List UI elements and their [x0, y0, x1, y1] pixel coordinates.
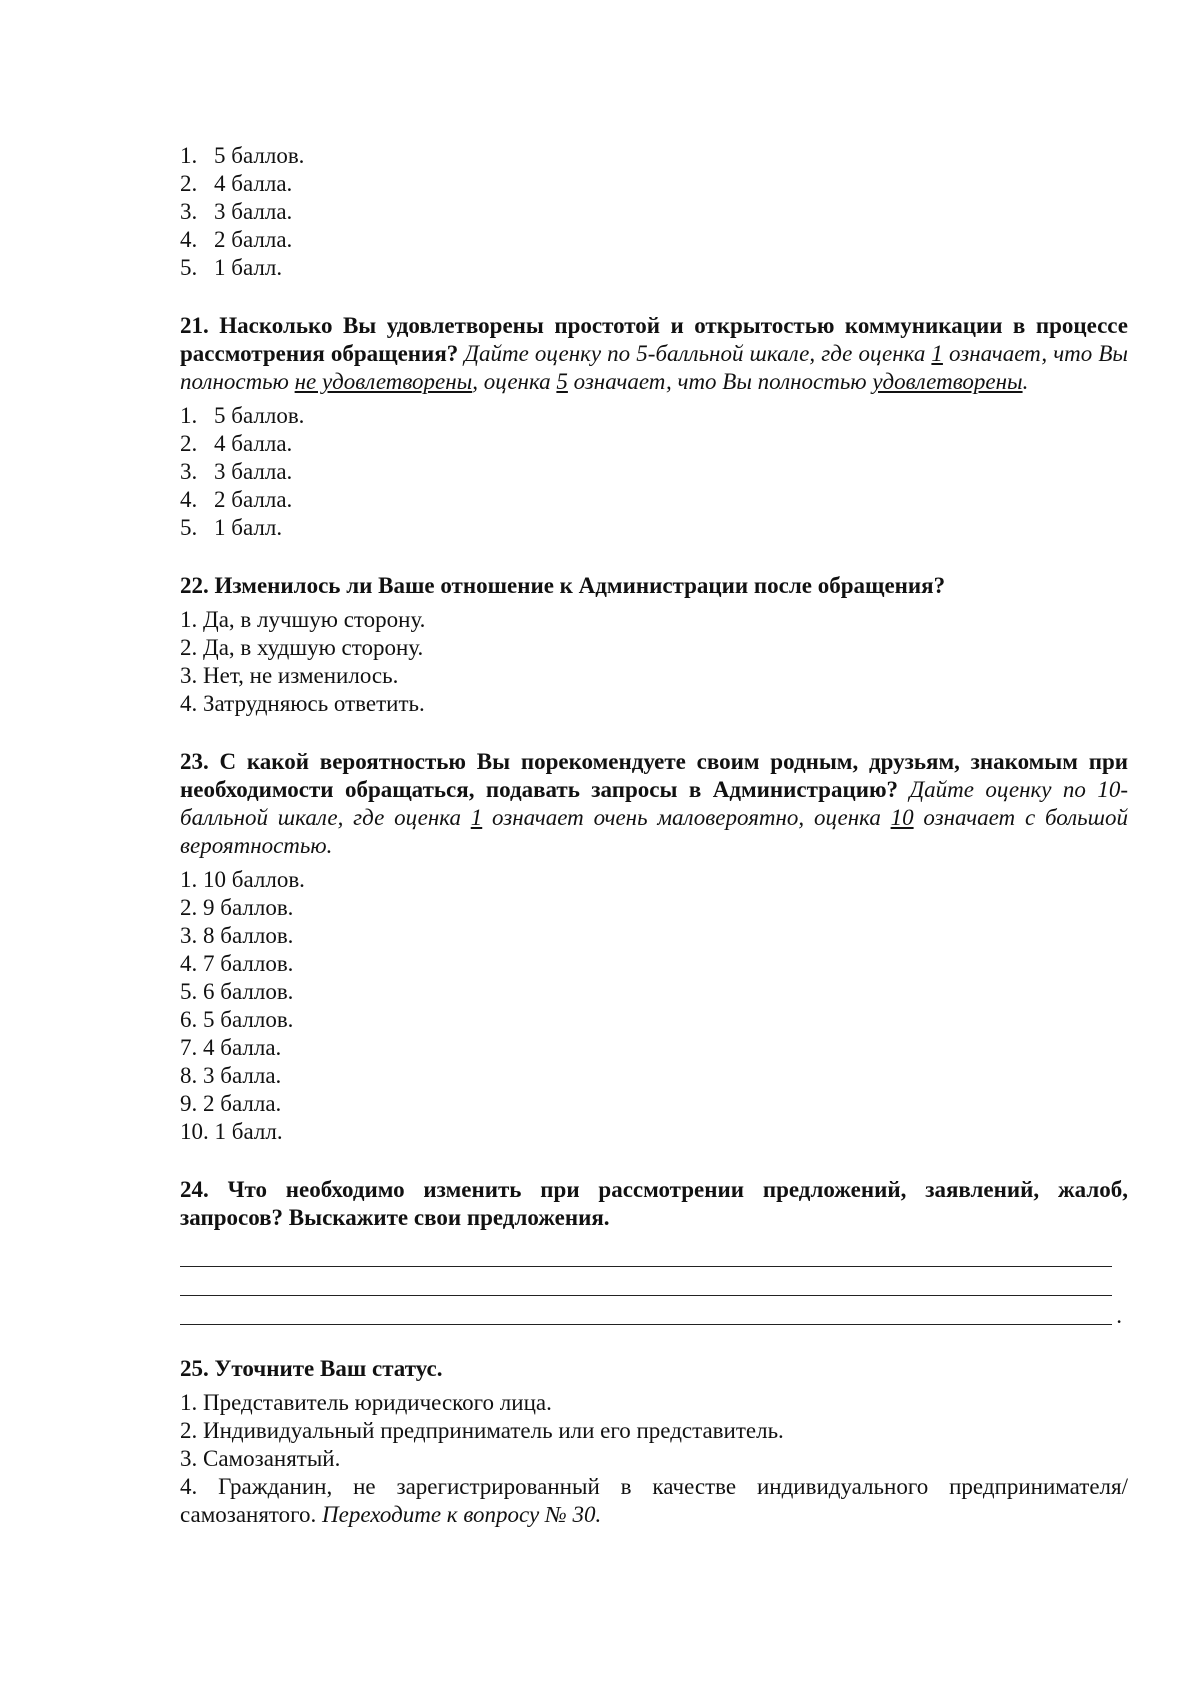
- answer-line[interactable]: [180, 1267, 1112, 1296]
- q25-options: [180, 1389, 1128, 1473]
- q20-options: [180, 142, 1128, 282]
- q23-options: [180, 866, 1128, 1146]
- list-item: 1. 5 баллов.: [180, 143, 305, 168]
- list-item: 3. 3 балла.: [180, 199, 293, 224]
- question-21: 21. Насколько Вы удовлетворены простотой и открытостью коммуникации в процессе рассмотрения обращения? Дайте оценку по 5-балльной шкале, где оценка 1 означает, что Вы полностью не удовлетворены, оценка 5 означает, что Вы полностью удовлетворены.: [180, 313, 1129, 394]
- list-item: 2. 4 балла.: [180, 431, 293, 456]
- question-25: 25. Уточните Ваш статус.: [180, 1356, 443, 1381]
- list-item: 3. Самозанятый.: [180, 1446, 341, 1471]
- list-item: 1. Да, в лучшую сторону.: [180, 607, 426, 632]
- question-23: 23. С какой вероятностью Вы порекомендуете своим родным, друзьям, знакомым при необходимости обращаться, подавать запросы в Администрацию? Дайте оценку по 10-балльной шкале, где оценка 1 означает очень маловероятно, оценка 10 означает с большой вероятностью.: [180, 749, 1128, 858]
- list-item: 4. 2 балла.: [180, 487, 293, 512]
- q25-option-4-hint: Переходите к вопросу № 30.: [322, 1502, 602, 1527]
- list-item: 5. 1 балл.: [180, 515, 283, 540]
- list-item: 2. 9 баллов.: [180, 895, 294, 920]
- list-item: 4. Затрудняюсь ответить.: [180, 691, 425, 716]
- answer-line[interactable]: [180, 1238, 1112, 1267]
- question-21-hint: Дайте оценку по 5-балльной шкале, где оценка 1 означает, что Вы полностью не удовлетворены, оценка 5 означает, что Вы полностью удовлетворены.: [180, 341, 1129, 394]
- list-item: 2. 4 балла.: [180, 171, 293, 196]
- list-item: 1. 10 баллов.: [180, 867, 305, 892]
- list-item: 7. 4 балла.: [180, 1035, 282, 1060]
- answer-line[interactable]: [180, 1296, 1122, 1328]
- list-item: 2. Индивидуальный предприниматель или его представитель.: [180, 1418, 784, 1443]
- list-item: 5. 1 балл.: [180, 255, 283, 280]
- list-item: 5. 6 баллов.: [180, 979, 294, 1004]
- question-22: 22. Изменилось ли Ваше отношение к Администрации после обращения?: [180, 573, 946, 598]
- list-item: 4. 2 балла.: [180, 227, 293, 252]
- question-24: 24. Что необходимо изменить при рассмотрении предложений, заявлений, жалоб, запросов? Выскажите свои предложения.: [180, 1177, 1128, 1230]
- q21-options: [180, 402, 1128, 542]
- list-item: 1. Представитель юридического лица.: [180, 1390, 552, 1415]
- list-item: 6. 5 баллов.: [180, 1007, 294, 1032]
- answer-lines: [180, 1238, 1128, 1328]
- list-item: 1. 5 баллов.: [180, 403, 305, 428]
- line-end-period: .: [1116, 1303, 1122, 1328]
- list-item: 3. 8 баллов.: [180, 923, 294, 948]
- list-item: 3. 3 балла.: [180, 459, 293, 484]
- question-23-hint: Дайте оценку по 10-балльной шкале, где оценка 1 означает очень маловероятно, оценка 10 означает с большой вероятностью.: [180, 777, 1128, 858]
- list-item: 4. 7 баллов.: [180, 951, 294, 976]
- q22-options: [180, 606, 1128, 718]
- q25-option-4: 4. Гражданин, не зарегистрированный в качестве индивидуального предпринимателя/ самозанятого. Переходите к вопросу № 30.: [180, 1474, 1128, 1527]
- list-item: 3. Нет, не изменилось.: [180, 663, 399, 688]
- list-item: 2. Да, в худшую сторону.: [180, 635, 424, 660]
- document-content: [180, 142, 1128, 1529]
- list-item: 8. 3 балла.: [180, 1063, 282, 1088]
- list-item: 9. 2 балла.: [180, 1091, 282, 1116]
- list-item: 10. 1 балл.: [180, 1119, 283, 1144]
